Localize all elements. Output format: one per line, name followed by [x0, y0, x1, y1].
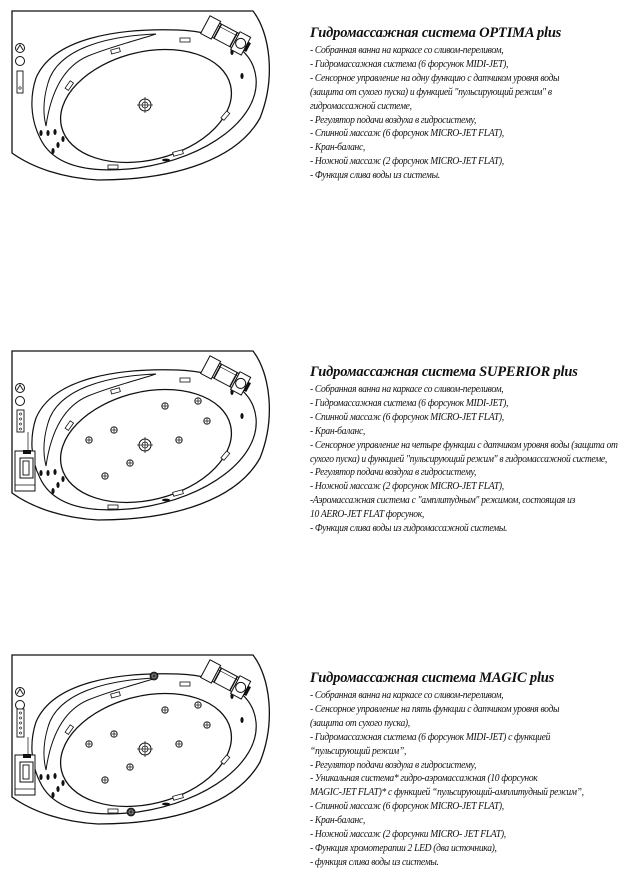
aero-jet-icon — [86, 437, 92, 443]
section-title: Гидромассажная система MAGIC plus — [310, 670, 555, 686]
feature-line: - Сенсорное управление на одну функцию с датчиком уровня воды — [310, 72, 560, 84]
control-panel-icon — [17, 709, 24, 737]
feature-line: - Кран-баланс, — [310, 425, 365, 437]
aero-jet-icon — [162, 707, 168, 713]
mixer-icon — [15, 450, 35, 491]
bathtub-diagram-superior — [8, 348, 270, 528]
aero-jet-icon — [204, 722, 210, 728]
feature-line: (защита от сухого пуска), — [310, 717, 410, 729]
bathtub-diagram-magic — [8, 652, 270, 832]
air-regulator-icon — [17, 71, 23, 93]
feature-line: - Регулятор подачи воздуха в гидросистему, — [310, 759, 477, 771]
feature-line: - Уникальная система* гидро-аэромассажная (10 форсунок — [310, 773, 538, 785]
chromotherapy-led-icon — [150, 672, 158, 680]
chromotherapy-led-icon — [127, 808, 135, 816]
system-description-optima — [310, 24, 640, 183]
aero-jet-icon — [176, 437, 182, 443]
mixer-icon — [15, 754, 35, 795]
feature-line: - Ножной массаж (2 форсунок MICRO-JET FLAT), — [310, 481, 504, 493]
feature-line: - Кран-баланс, — [310, 142, 365, 154]
feature-line: -Аэромассажная система с "амплитудным" режимом, состоящая из — [310, 495, 576, 507]
feature-line: - Регулятор подачи воздуха в гидросистему, — [310, 467, 477, 479]
system-description-superior — [310, 363, 640, 536]
feature-line: - Спинной массаж (6 форсунок MICRO-JET FLAT), — [310, 411, 504, 423]
feature-line: 10 AERO-JET FLAT форсунок, — [310, 509, 424, 521]
feature-line: - Функция слива воды из гидромассажной системы. — [310, 523, 508, 535]
aero-jet-icon — [86, 741, 92, 747]
aero-jet-icon — [195, 702, 201, 708]
feature-line: - Функция слива воды из системы. — [310, 170, 440, 182]
feature-line: - Гидромассажная система (6 форсунок MIDI-JET) с функцией — [310, 731, 551, 743]
feature-line: - Сенсорное управление на пять функции с датчиком уровня воды — [310, 703, 560, 715]
section-title: Гидромассажная система OPTIMA plus — [310, 25, 562, 41]
feature-line: - Сенсорное управление на четыре функции с датчиком уровня воды (защита от — [310, 439, 618, 451]
feature-line: - Кран-баланс, — [310, 815, 365, 827]
aero-jet-icon — [127, 460, 133, 466]
control-panel-icon — [17, 410, 24, 432]
aero-jet-icon — [102, 777, 108, 783]
system-description-magic — [310, 669, 640, 870]
aero-jet-icon — [111, 731, 117, 737]
feature-line: (защита от сухого пуска) и функцией "пульсирующий режим" в — [310, 86, 552, 98]
feature-line: - Гидромассажная система (6 форсунок MIDI-JET), — [310, 397, 509, 409]
aero-jet-icon — [102, 473, 108, 479]
feature-line: - Собранная ванна на каркасе со сливом-переливом, — [310, 690, 504, 701]
aero-jet-icon — [127, 764, 133, 770]
section-title: Гидромассажная система SUPERIOR plus — [310, 364, 578, 380]
feature-line: MAGIC-JET FLAT)* с функцией “пульсирующий-амплитудный режим”, — [310, 787, 584, 799]
feature-line: - Спинной массаж (6 форсунок MICRO-JET FLAT), — [310, 128, 504, 140]
feature-line: - Собранная ванна на каркасе со сливом-переливом, — [310, 384, 504, 395]
aero-jet-icon — [111, 427, 117, 433]
feature-line: - Ножной массаж (2 форсунок MICRO-JET FLAT), — [310, 156, 504, 168]
feature-line: - функция слива воды из системы. — [310, 856, 439, 868]
feature-line: - Регулятор подачи воздуха в гидросистему, — [310, 114, 477, 126]
feature-line: гидромассажной системе, — [310, 100, 412, 112]
aero-jet-icon — [204, 418, 210, 424]
feature-line: - Спинной массаж (6 форсунок MICRO-JET FLAT), — [310, 801, 504, 813]
bathtub-diagram-optima — [8, 8, 270, 188]
feature-line: - Функция хромотерапии 2 LED (два источника), — [310, 842, 497, 854]
feature-line: - Собранная ванна на каркасе со сливом-переливом, — [310, 45, 504, 56]
aero-jet-icon — [195, 398, 201, 404]
feature-line: - Гидромассажная система (6 форсунок MIDI-JET), — [310, 58, 509, 70]
aero-jet-icon — [162, 403, 168, 409]
feature-line: - Ножной массаж (2 форсунки MICRO- JET FLAT), — [310, 829, 506, 841]
feature-line: сухого пуска) и функцией "пульсирующий режим" в гидромассажной системе, — [310, 453, 607, 465]
feature-line: “пульсирующий режим”, — [310, 745, 407, 757]
aero-jet-icon — [176, 741, 182, 747]
